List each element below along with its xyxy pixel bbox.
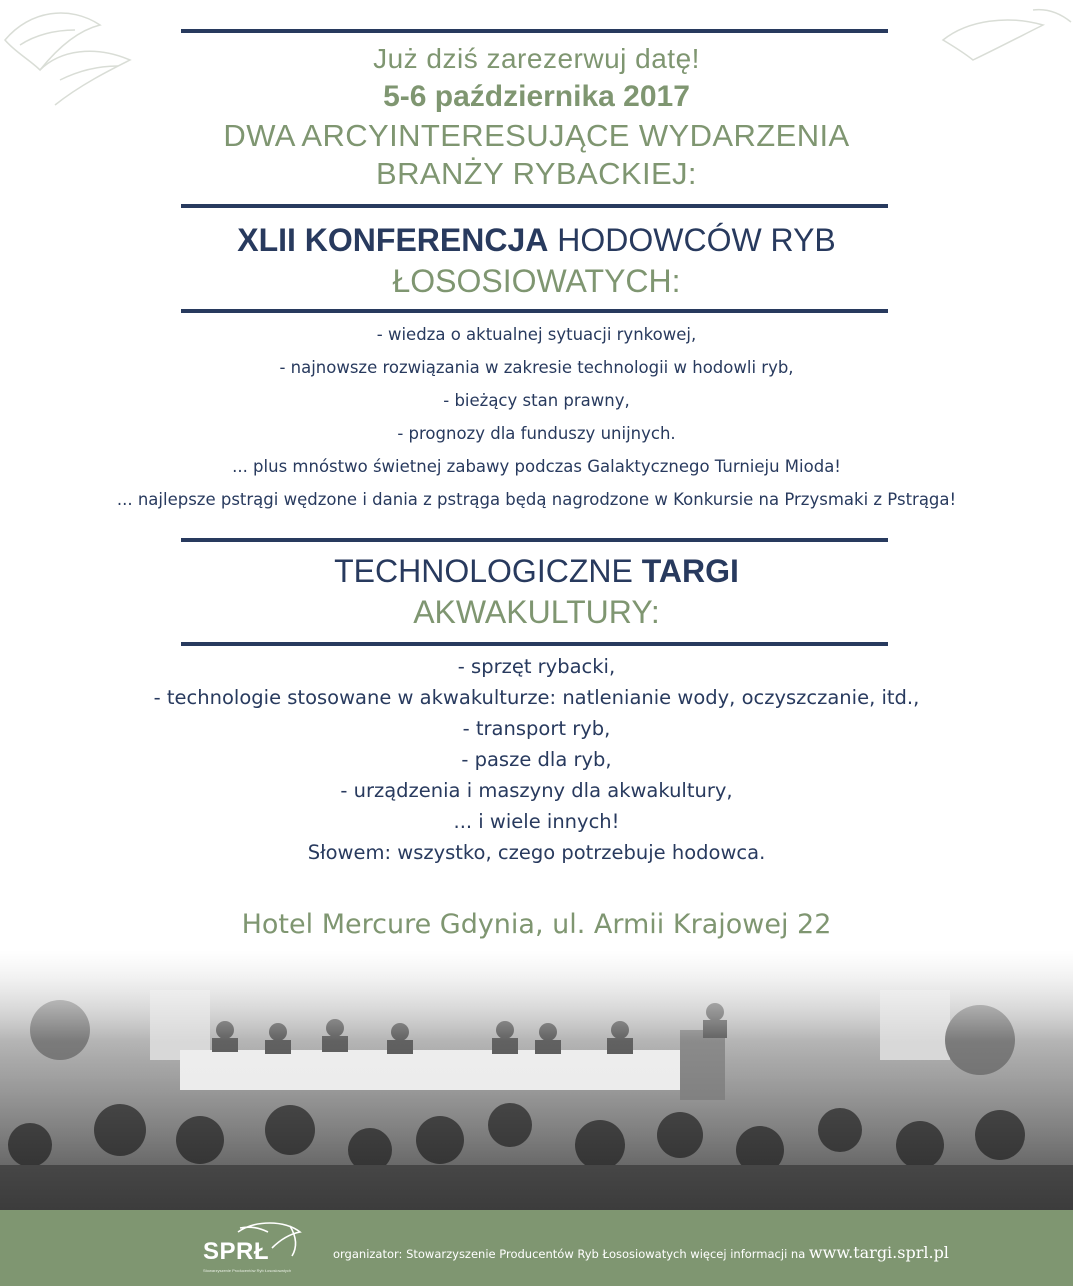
website-link[interactable]: www.targi.sprl.pl [808, 1243, 949, 1262]
list-item: Słowem: wszystko, czego potrzebuje hodowca. [307, 841, 766, 864]
list-item: - technologie stosowane w akwakulturze: natlenianie wody, oczyszczanie, itd., [153, 686, 920, 709]
sprl-logo-subtitle: Stowarzyszenie Producentów Ryb Łososiowatych [203, 1268, 292, 1273]
conference-title-rest: HODOWCÓW RYB [548, 222, 836, 258]
conference-title [0, 220, 1073, 260]
organizer-text: organizator: Stowarzyszenie Producentów Ryb Łososiowatych więcej informacji na [333, 1247, 809, 1261]
list-item: ... i wiele innych! [453, 810, 620, 833]
save-the-date-text: Już dziś zarezerwuj datę! [373, 43, 700, 74]
sprl-logo-text: SPRŁ [203, 1238, 270, 1265]
conference-title-line2: ŁOSOSIOWATYCH: [392, 263, 681, 299]
list-item: - transport ryb, [462, 717, 611, 740]
divider-rule [181, 538, 888, 542]
fair-title-rest: TECHNOLOGICZNE [334, 553, 642, 589]
events-heading-line1: DWA ARCYINTERESUJĄCE WYDARZENIA [223, 118, 850, 153]
fair-title [0, 551, 1073, 591]
conference-title-bold: XLII KONFERENCJA [237, 222, 549, 258]
divider-rule [181, 29, 888, 33]
list-item: - najnowsze rozwiązania w zakresie technologii w hodowli ryb, [279, 358, 794, 377]
divider-rule [181, 309, 888, 313]
list-item: - bieżący stan prawny, [443, 391, 630, 410]
list-item: - prognozy dla funduszy unijnych. [397, 424, 676, 443]
list-item: - urządzenia i maszyny dla akwakultury, [340, 779, 733, 802]
conference-topics-list [0, 318, 1073, 516]
fair-title-line2: AKWAKULTURY: [413, 594, 660, 630]
events-heading-line2: BRANŻY RYBACKIEJ: [376, 156, 697, 191]
conference-hall-photo [0, 950, 1073, 1210]
divider-rule [181, 642, 888, 646]
list-item: - pasze dla ryb, [461, 748, 612, 771]
fair-title-bold: TARGI [641, 553, 739, 589]
list-item: ... najlepsze pstrągi wędzone i dania z pstrąga będą nagrodzone w Konkursie na Przysmaki z Pstrąga! [116, 490, 957, 509]
organizer-info [333, 1244, 949, 1263]
list-item: - wiedza o aktualnej sytuacji rynkowej, [376, 325, 697, 344]
venue-address: Hotel Mercure Gdynia, ul. Armii Krajowej 22 [241, 909, 832, 940]
divider-rule [181, 204, 888, 208]
list-item: ... plus mnóstwo świetnej zabawy podczas Galaktycznego Turnieju Mioda! [232, 457, 841, 476]
event-date: 5-6 października 2017 [383, 80, 690, 113]
list-item: - sprzęt rybacki, [457, 655, 616, 678]
fair-topics-list [0, 651, 1073, 868]
